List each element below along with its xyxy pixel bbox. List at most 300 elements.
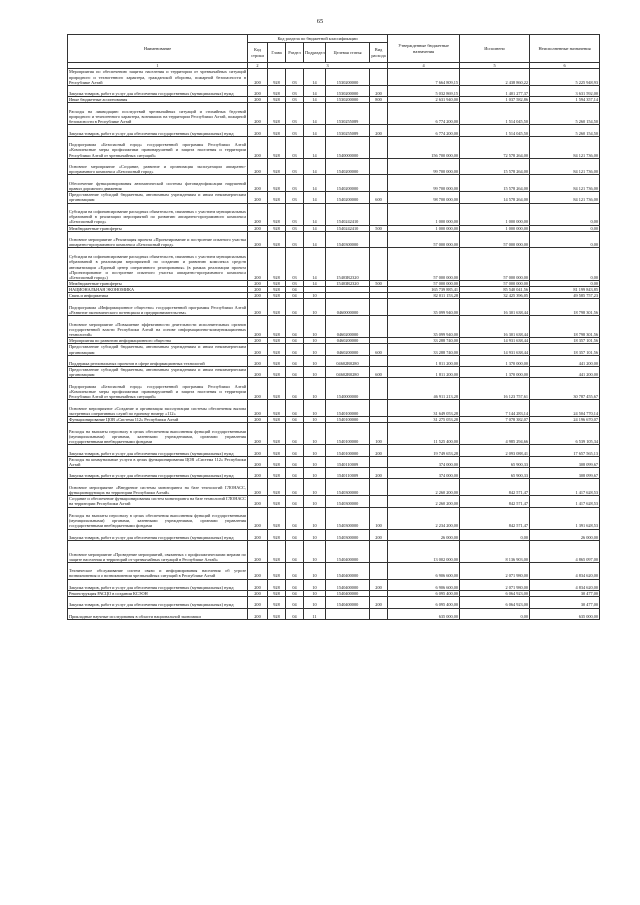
row-code: 200 xyxy=(248,125,268,136)
row-exptype: 600 xyxy=(370,344,388,355)
table-row xyxy=(68,203,600,225)
row-executed: 842 571,47 xyxy=(460,507,530,529)
row-unexecuted: 308 099,67 xyxy=(530,468,600,479)
row-section: 03 xyxy=(286,280,304,286)
row-section: 03 xyxy=(286,136,304,158)
row-target: 1540242410 xyxy=(326,225,370,231)
row-code: 200 xyxy=(248,579,268,590)
row-approved: 46 911 213,28 xyxy=(388,378,460,400)
row-target: 1540400000 xyxy=(326,562,370,579)
row-section: 04 xyxy=(286,496,304,507)
row-name: Техническое обслуживание систем связи и информирования населения об угрозе возникновения и о возникновении чрезвычайных ситуаций в Республике Алтай xyxy=(68,562,248,579)
row-section: 03 xyxy=(286,158,304,175)
row-executed: 2 071 980,00 xyxy=(460,562,530,579)
row-code: 200 xyxy=(248,529,268,540)
row-unexecuted: 84 121 736,00 xyxy=(530,192,600,203)
row-target: 1540110009 xyxy=(326,468,370,479)
row-target: 1540200000 xyxy=(326,192,370,203)
row-subsection: 10 xyxy=(304,456,326,467)
row-exptype: 600 xyxy=(370,367,388,378)
row-chapter: 928 xyxy=(268,479,286,496)
row-code: 200 xyxy=(248,608,268,619)
row-executed: 1 000 000,00 xyxy=(460,203,530,225)
row-target: 1540300000 xyxy=(326,507,370,529)
table-row xyxy=(68,355,600,366)
table-row xyxy=(68,158,600,175)
row-subsection: 10 xyxy=(304,367,326,378)
row-chapter: 928 xyxy=(268,445,286,456)
row-code: 200 xyxy=(248,192,268,203)
row-chapter: 928 xyxy=(268,248,286,281)
header-exptype: Вид расхода xyxy=(370,43,388,63)
row-subsection: 10 xyxy=(304,529,326,540)
row-name: Реконструкция РАСЦО в создании КСЭОН xyxy=(68,591,248,597)
row-code: 200 xyxy=(248,479,268,496)
row-name: Функционирование ЦОВ «Система 112» Республики Алтай xyxy=(68,417,248,423)
row-exptype xyxy=(370,248,388,281)
row-chapter: 928 xyxy=(268,591,286,597)
row-chapter: 928 xyxy=(268,344,286,355)
row-code: 200 xyxy=(248,456,268,467)
table-row xyxy=(68,85,600,96)
row-target: 04602R0280 xyxy=(326,355,370,366)
index-cell: 4 xyxy=(388,63,460,69)
row-code: 200 xyxy=(248,203,268,225)
row-exptype xyxy=(370,316,388,338)
row-executed: 65 900,33 xyxy=(460,456,530,467)
row-approved: 6 095 400,00 xyxy=(388,597,460,608)
row-executed: 842 571,47 xyxy=(460,479,530,496)
row-subsection: 14 xyxy=(304,248,326,281)
row-exptype: 200 xyxy=(370,85,388,96)
index-cell: 3 xyxy=(268,63,388,69)
row-subsection: 14 xyxy=(304,97,326,103)
row-code: 200 xyxy=(248,540,268,562)
row-chapter: 928 xyxy=(268,69,286,86)
row-subsection: 10 xyxy=(304,299,326,316)
row-target: 0460000000 xyxy=(326,299,370,316)
row-section: 04 xyxy=(286,479,304,496)
row-exptype xyxy=(370,479,388,496)
row-exptype: 600 xyxy=(370,192,388,203)
table-row xyxy=(68,507,600,529)
row-subsection: 10 xyxy=(304,540,326,562)
table-row xyxy=(68,597,600,608)
row-executed: 15 578 264,00 xyxy=(460,158,530,175)
row-name: Закупка товаров, работ и услуг для обеспечения государственных (муниципальных) нужд xyxy=(68,85,248,96)
row-name: Закупка товаров, работ и услуг для обеспечения государственных (муниципальных) нужд xyxy=(68,579,248,590)
row-name: Субсидии на софинансирование расходных обязательств, связанных с участием муниципальных образований в реализации мероприятий по созданию и развитию комплекса средств автоматизации «Единый центр оперативного реагирования» (в рамках реализации проекта «Проектирование и построение опытного участка аппаратно-программного комплекса «Безопасный город») xyxy=(68,248,248,281)
row-name: Расходы на выплаты персоналу в целях обеспечения выполнения функций государственными (муниципальными) органами, казенными учреждениями, органами управления государственными внебюджетными фондами xyxy=(68,423,248,445)
row-approved: 374 000,00 xyxy=(388,468,460,479)
row-subsection: 14 xyxy=(304,85,326,96)
row-executed: 4 985 294,66 xyxy=(460,423,530,445)
row-subsection: 10 xyxy=(304,293,326,299)
row-exptype xyxy=(370,496,388,507)
row-executed: 16 301 638,44 xyxy=(460,299,530,316)
row-approved: 6 906 600,00 xyxy=(388,562,460,579)
row-section: 04 xyxy=(286,507,304,529)
row-unexecuted: 30 477,00 xyxy=(530,591,600,597)
row-target: 1540400000 xyxy=(326,540,370,562)
row-code: 200 xyxy=(248,85,268,96)
row-section: 04 xyxy=(286,417,304,423)
row-name: Основное мероприятие «Повышение эффективности деятельности исполнительных органов государственной власти Республики Алтай на основе информационно-коммуникационных технологий» xyxy=(68,316,248,338)
row-exptype xyxy=(370,136,388,158)
row-subsection: 14 xyxy=(304,225,326,231)
row-name: Закупка товаров, работ и услуг для обеспечения государственных (муниципальных) нужд xyxy=(68,529,248,540)
row-unexecuted: 1 391 628,53 xyxy=(530,507,600,529)
row-subsection: 10 xyxy=(304,562,326,579)
row-chapter: 928 xyxy=(268,125,286,136)
row-executed: 1 370 000,00 xyxy=(460,367,530,378)
row-exptype: 500 xyxy=(370,280,388,286)
row-target: 0460200000 xyxy=(326,316,370,338)
row-unexecuted: 308 099,67 xyxy=(530,456,600,467)
row-section: 04 xyxy=(286,287,304,293)
row-name: Основное мероприятие «Внедрение системы мониторинга на базе технологий ГЛОНАСС, функционирующих на территории Республики Алтай» xyxy=(68,479,248,496)
row-chapter: 928 xyxy=(268,192,286,203)
table-row xyxy=(68,456,600,467)
row-unexecuted: 24 504 770,14 xyxy=(530,400,600,417)
row-name: Межбюджетные трансферты xyxy=(68,280,248,286)
row-section: 03 xyxy=(286,225,304,231)
row-name: Обеспечение функционирования автоматической системы фотовидеофиксации нарушений правил дорожного движения xyxy=(68,175,248,192)
row-approved: 374 000,00 xyxy=(388,456,460,467)
row-code: 200 xyxy=(248,597,268,608)
row-unexecuted: 1 417 628,53 xyxy=(530,496,600,507)
row-subsection: 10 xyxy=(304,579,326,590)
row-code: 200 xyxy=(248,69,268,86)
row-name: Основное мероприятие «Создание и организация эксплуатации системы обеспечения вызова экстренных оперативных служб по единому номеру «112» xyxy=(68,400,248,417)
index-cell: 2 xyxy=(248,63,268,69)
row-chapter: 928 xyxy=(268,608,286,619)
row-approved: 6 774 200,00 xyxy=(388,125,460,136)
row-exptype: 200 xyxy=(370,529,388,540)
row-code: 200 xyxy=(248,316,268,338)
row-target xyxy=(326,608,370,619)
index-cell: 5 xyxy=(460,63,530,69)
row-section: 03 xyxy=(286,97,304,103)
row-chapter: 928 xyxy=(268,355,286,366)
row-subsection: 10 xyxy=(304,378,326,400)
row-unexecuted: 18 798 301,56 xyxy=(530,299,600,316)
row-approved: 35 099 940,00 xyxy=(388,316,460,338)
row-approved: 26 000,00 xyxy=(388,529,460,540)
row-exptype xyxy=(370,203,388,225)
row-approved: 11 525 400,00 xyxy=(388,423,460,445)
index-cell: 1 xyxy=(68,63,248,69)
row-approved: 6 906 600,00 xyxy=(388,579,460,590)
row-subsection: 10 xyxy=(304,468,326,479)
table-row xyxy=(68,344,600,355)
row-target: 15403R2320 xyxy=(326,280,370,286)
row-code: 200 xyxy=(248,591,268,597)
row-unexecuted: 4 865 097,00 xyxy=(530,540,600,562)
row-executed: 32 425 396,05 xyxy=(460,293,530,299)
table-row xyxy=(68,378,600,400)
row-target: 1540200000 xyxy=(326,175,370,192)
row-chapter: 928 xyxy=(268,540,286,562)
row-exptype xyxy=(370,400,388,417)
row-unexecuted: 18 798 301,56 xyxy=(530,316,600,338)
row-target: 1540100000 xyxy=(326,445,370,456)
row-executed: 72 578 264,00 xyxy=(460,136,530,158)
row-name: Расходы на коммунальные услуги в целях функционирования ЦОВ «Система 112» Республики Алтай xyxy=(69,456,246,467)
row-name: Основное мероприятие «Проведение мероприятий, связанных с профилактическими мерами по защите населения и территорий от чрезвычайных ситуаций в Республике Алтай» xyxy=(68,540,248,562)
row-subsection: 14 xyxy=(304,192,326,203)
budget-table xyxy=(67,34,600,620)
row-section: 04 xyxy=(286,293,304,299)
row-chapter: 928 xyxy=(268,338,286,344)
row-approved: 1 000 000,00 xyxy=(388,203,460,225)
row-target: 1540100000 xyxy=(326,417,370,423)
row-unexecuted: 84 121 736,00 xyxy=(530,175,600,192)
header-name: Наименование xyxy=(68,35,248,63)
row-chapter: 928 xyxy=(268,316,286,338)
row-name: Субсидии на софинансирование расходных обязательств, связанных с участием муниципальных образований в реализации мероприятий по развитию аппаратно-программного комплекса «Безопасный город» xyxy=(68,203,248,225)
row-target: 1540110009 xyxy=(326,456,370,467)
row-unexecuted: 1 417 628,53 xyxy=(530,479,600,496)
table-row xyxy=(68,468,600,479)
row-approved: 635 000,00 xyxy=(388,608,460,619)
row-chapter: 928 xyxy=(268,158,286,175)
row-name: Закупка товаров, работ и услуг для обеспечения государственных (муниципальных) нужд xyxy=(68,468,248,479)
row-approved: 6 774 200,00 xyxy=(388,103,460,125)
row-unexecuted: 4 834 620,00 xyxy=(530,579,600,590)
row-exptype: 200 xyxy=(370,125,388,136)
row-target: 1540400000 xyxy=(326,597,370,608)
row-unexecuted: 17 657 565,13 xyxy=(530,445,600,456)
table-row xyxy=(68,608,600,619)
row-target: 1530255089 xyxy=(326,103,370,125)
row-executed: 2 438 860,22 xyxy=(460,69,530,86)
row-approved: 19 749 653,28 xyxy=(388,445,460,456)
row-name: Подпрограмма «Безопасный город» государственной программы Республики Алтай «Комплексные меры профилактики правонарушений и защита населения и территории Республики Алтай от чрезвычайных ситуаций» xyxy=(68,136,248,158)
row-section: 03 xyxy=(286,125,304,136)
table-row xyxy=(68,579,600,590)
row-approved: 57 000 000,00 xyxy=(388,280,460,286)
row-name: Связь и информатика xyxy=(68,293,248,299)
row-executed: 15 578 264,00 xyxy=(460,175,530,192)
row-exptype: 200 xyxy=(370,445,388,456)
row-section: 03 xyxy=(286,175,304,192)
row-chapter: 928 xyxy=(268,378,286,400)
row-name: Предоставление субсидий бюджетным, автономным учреждениям и иным некоммерческим организациям xyxy=(69,344,246,355)
row-exptype: 200 xyxy=(370,468,388,479)
row-executed: 65 900,33 xyxy=(460,468,530,479)
row-target: 1540100000 xyxy=(326,400,370,417)
table-row xyxy=(68,175,600,192)
row-chapter: 928 xyxy=(268,175,286,192)
row-code: 200 xyxy=(248,507,268,529)
row-executed: 14 578 264,00 xyxy=(460,192,530,203)
row-chapter: 928 xyxy=(268,136,286,158)
row-subsection: 14 xyxy=(304,103,326,125)
row-exptype xyxy=(370,158,388,175)
row-subsection: 10 xyxy=(304,479,326,496)
row-chapter: 928 xyxy=(268,597,286,608)
row-chapter: 928 xyxy=(268,529,286,540)
row-exptype: 200 xyxy=(370,597,388,608)
row-exptype xyxy=(370,69,388,86)
row-target: 1540300000 xyxy=(326,231,370,248)
row-subsection: 14 xyxy=(304,69,326,86)
row-executed: 85 540 041,56 xyxy=(460,287,530,293)
row-approved: 6 095 400,00 xyxy=(388,591,460,597)
row-approved: 7 664 809,15 xyxy=(388,69,460,86)
row-chapter: 928 xyxy=(268,468,286,479)
row-unexecuted: 30 477,00 xyxy=(530,597,600,608)
row-executed: 2 071 980,00 xyxy=(460,579,530,590)
table-row xyxy=(68,540,600,562)
row-unexecuted: 635 000,00 xyxy=(530,608,600,619)
index-cell: 6 xyxy=(530,63,600,69)
row-section: 03 xyxy=(286,231,304,248)
row-section: 04 xyxy=(286,299,304,316)
row-unexecuted: 4 834 620,00 xyxy=(530,562,600,579)
row-code: 200 xyxy=(248,103,268,125)
row-exptype xyxy=(370,103,388,125)
row-target: 1540300000 xyxy=(326,479,370,496)
table-row xyxy=(68,496,600,507)
row-target: 1540300000 xyxy=(326,529,370,540)
table-row xyxy=(68,125,600,136)
row-section: 04 xyxy=(286,562,304,579)
row-exptype xyxy=(370,355,388,366)
row-name: Иные бюджетные ассигнования xyxy=(68,97,248,103)
row-unexecuted: 5 260 154,50 xyxy=(530,125,600,136)
header-subsection: Подраздел xyxy=(304,43,326,63)
row-section: 04 xyxy=(286,540,304,562)
row-section: 04 xyxy=(286,400,304,417)
row-subsection: 10 xyxy=(304,344,326,355)
row-approved: 99 700 000,00 xyxy=(388,175,460,192)
row-executed: 842 571,47 xyxy=(460,496,530,507)
row-executed: 8 136 903,00 xyxy=(460,540,530,562)
row-code: 200 xyxy=(248,400,268,417)
table-row xyxy=(68,529,600,540)
row-executed: 1 370 000,00 xyxy=(460,355,530,366)
row-section: 04 xyxy=(286,591,304,597)
table-row xyxy=(68,479,600,496)
row-unexecuted: 3 631 592,00 xyxy=(530,85,600,96)
row-code: 200 xyxy=(248,355,268,366)
row-unexecuted: 24 196 670,07 xyxy=(530,417,600,423)
row-chapter: 928 xyxy=(268,496,286,507)
row-target: 1530200000 xyxy=(326,85,370,96)
row-chapter: 928 xyxy=(268,367,286,378)
row-section: 04 xyxy=(286,355,304,366)
row-subsection: 10 xyxy=(304,417,326,423)
row-section: 04 xyxy=(286,529,304,540)
row-name: Мероприятия по обеспечению защиты населения и территории от чрезвычайных ситуаций природного и техногенного характера, гражданской обороны, пожарной безопасности в Республике Алтай xyxy=(69,69,246,85)
row-name: Мероприятия по развитию информационного общества xyxy=(68,338,248,344)
page-number: 65 xyxy=(316,18,324,25)
row-target: 1530200000 xyxy=(326,97,370,103)
row-subsection: 14 xyxy=(304,203,326,225)
row-chapter: 928 xyxy=(268,203,286,225)
header-code: Код строки xyxy=(248,43,268,63)
row-subsection: 14 xyxy=(304,280,326,286)
row-subsection: 11 xyxy=(304,608,326,619)
row-approved: 33 288 740,00 xyxy=(388,344,460,355)
row-exptype xyxy=(370,175,388,192)
row-name: Расходы на ликвидацию последствий чрезвычайных ситуаций и стихийных бедствий природного и техногенного характера, возникших на территории Республики Алтай, пожарной безопасности в Республике Алтай xyxy=(68,103,248,125)
row-approved: 98 700 000,00 xyxy=(388,192,460,203)
row-exptype xyxy=(370,456,388,467)
row-code: 200 xyxy=(248,299,268,316)
row-unexecuted: 18 357 101,56 xyxy=(530,338,600,344)
row-subsection: 10 xyxy=(304,355,326,366)
row-target: 1530200000 xyxy=(326,69,370,86)
row-subsection: 14 xyxy=(304,175,326,192)
row-target: 04602R0280 xyxy=(326,367,370,378)
row-code: 200 xyxy=(248,280,268,286)
row-subsection: 10 xyxy=(304,316,326,338)
row-target: 1540242410 xyxy=(326,203,370,225)
row-approved: 57 000 000,00 xyxy=(388,231,460,248)
row-code: 200 xyxy=(248,562,268,579)
row-subsection: 10 xyxy=(304,445,326,456)
row-executed: 7 078 382,07 xyxy=(460,417,530,423)
row-unexecuted: 441 200,00 xyxy=(530,367,600,378)
row-executed: 1 514 045,50 xyxy=(460,103,530,125)
row-code: 200 xyxy=(248,367,268,378)
row-approved: 57 000 000,00 xyxy=(388,248,460,281)
row-unexecuted: 0,00 xyxy=(530,248,600,281)
row-section: 04 xyxy=(286,579,304,590)
row-section: 04 xyxy=(286,316,304,338)
header-approved: Утвержденные бюджетные назначения xyxy=(388,35,460,63)
header-target: Целевая статья xyxy=(326,43,370,63)
row-chapter: 928 xyxy=(268,225,286,231)
row-exptype xyxy=(370,378,388,400)
row-section: 04 xyxy=(286,608,304,619)
row-code: 200 xyxy=(248,231,268,248)
row-executed: 0,00 xyxy=(460,529,530,540)
row-section: 04 xyxy=(286,344,304,355)
row-name: Межбюджетные трансферты xyxy=(68,225,248,231)
table-row xyxy=(68,69,600,86)
row-executed: 7 144 283,14 xyxy=(460,400,530,417)
row-exptype xyxy=(370,608,388,619)
row-section: 03 xyxy=(286,192,304,203)
row-subsection: 14 xyxy=(304,136,326,158)
row-exptype xyxy=(370,299,388,316)
row-name: Поддержка региональных проектов в сфере информационных технологий xyxy=(68,355,248,366)
row-target: 0460200000 xyxy=(326,344,370,355)
row-chapter: 928 xyxy=(268,456,286,467)
row-exptype xyxy=(370,562,388,579)
row-approved: 5 032 869,15 xyxy=(388,85,460,96)
row-chapter: 928 xyxy=(268,293,286,299)
row-code: 200 xyxy=(248,175,268,192)
row-subsection: 10 xyxy=(304,423,326,445)
row-approved: 31 649 053,28 xyxy=(388,400,460,417)
row-unexecuted: 5 260 154,50 xyxy=(530,103,600,125)
row-unexecuted: 0,00 xyxy=(530,280,600,286)
table-header xyxy=(68,35,600,69)
row-approved: 82 011 153,28 xyxy=(388,293,460,299)
row-subsection: 10 xyxy=(304,591,326,597)
header-code-group: Код раздела по бюджетной классификации xyxy=(248,35,388,43)
table-body xyxy=(68,69,600,620)
row-chapter: 928 xyxy=(268,299,286,316)
row-target: 0460200000 xyxy=(326,338,370,344)
row-name: Основное мероприятие «Реализация проекта «Проектирование и построение опытного участка аппаратно-программного комплекса «Безопасный город» xyxy=(68,231,248,248)
row-exptype: 200 xyxy=(370,579,388,590)
